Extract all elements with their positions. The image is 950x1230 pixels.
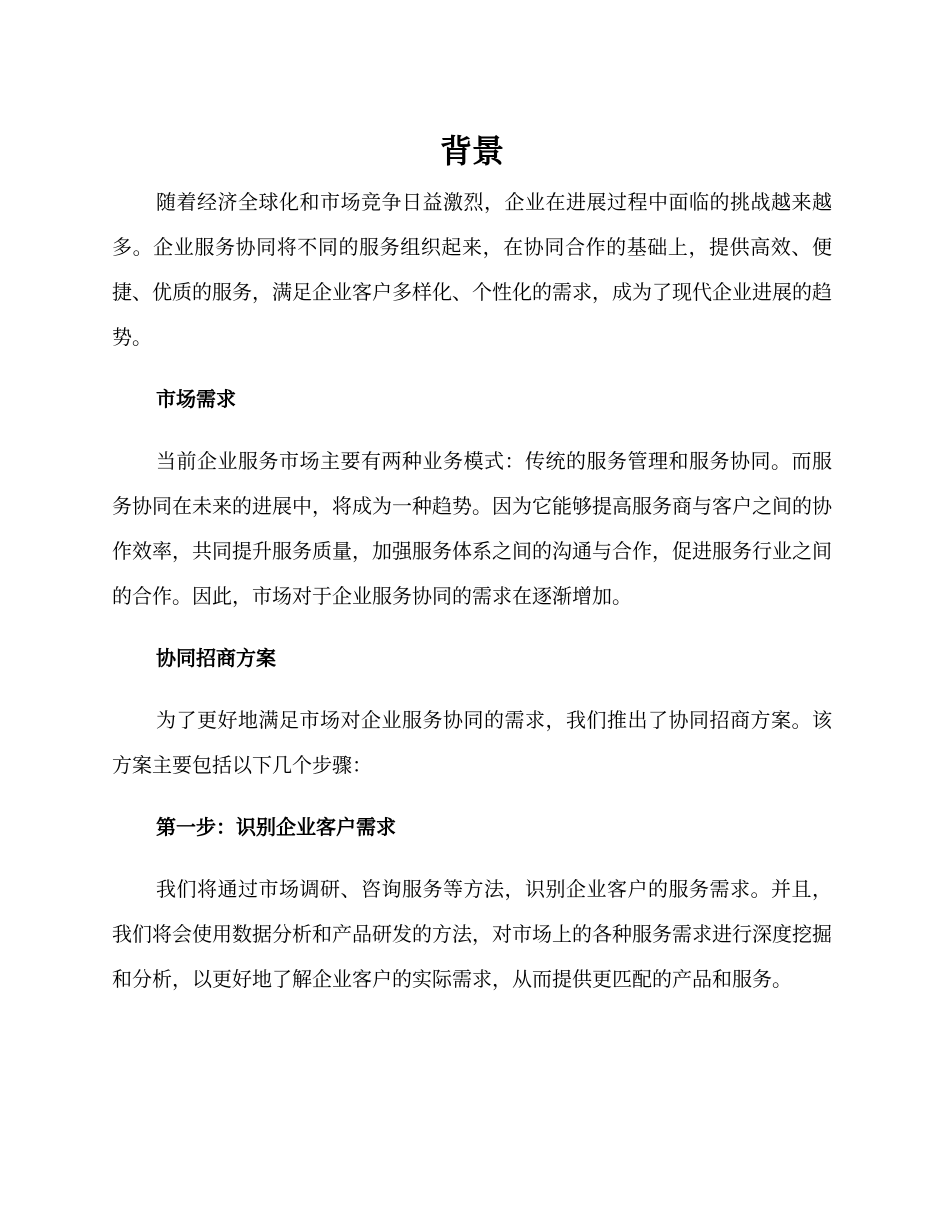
section-heading-step-one: 第一步：识别企业客户需求 [156, 815, 396, 839]
section-body-collaboration-plan: 为了更好地满足市场对企业服务协同的需求，我们推出了协同招商方案。该方案主要包括以下几个步骤： [112, 708, 832, 777]
intro-paragraph: 随着经济全球化和市场竞争日益激烈，企业在进展过程中面临的挑战越来越多。企业服务协同将不同的服务组织起来，在协同合作的基础上，提供高效、便捷、优质的服务，满足企业客户多样化、个性化的需求，成为了现代企业进展的趋势。 [112, 190, 832, 349]
section-body-market-demand: 当前企业服务市场主要有两种业务模式：传统的服务管理和服务协同。而服务协同在未来的进展中，将成为一种趋势。因为它能够提高服务商与客户之间的协作效率，共同提升服务质量，加强服务体系之间的沟通与合作，促进服务行业之间的合作。因此，市场对于企业服务协同的需求在逐渐增加。 [112, 449, 832, 608]
document-title: 背景 [439, 132, 504, 170]
section-heading-collaboration-plan: 协同招商方案 [156, 646, 276, 670]
section-heading-market-demand: 市场需求 [156, 387, 236, 411]
document-page [112, 128, 832, 1002]
section-body-step-one: 我们将通过市场调研、咨询服务等方法，识别企业客户的服务需求。并且，我们将会使用数据分析和产品研发的方法，对市场上的各种服务需求进行深度挖掘和分析，以更好地了解企业客户的实际需求，从而提供更匹配的产品和服务。 [112, 877, 832, 991]
